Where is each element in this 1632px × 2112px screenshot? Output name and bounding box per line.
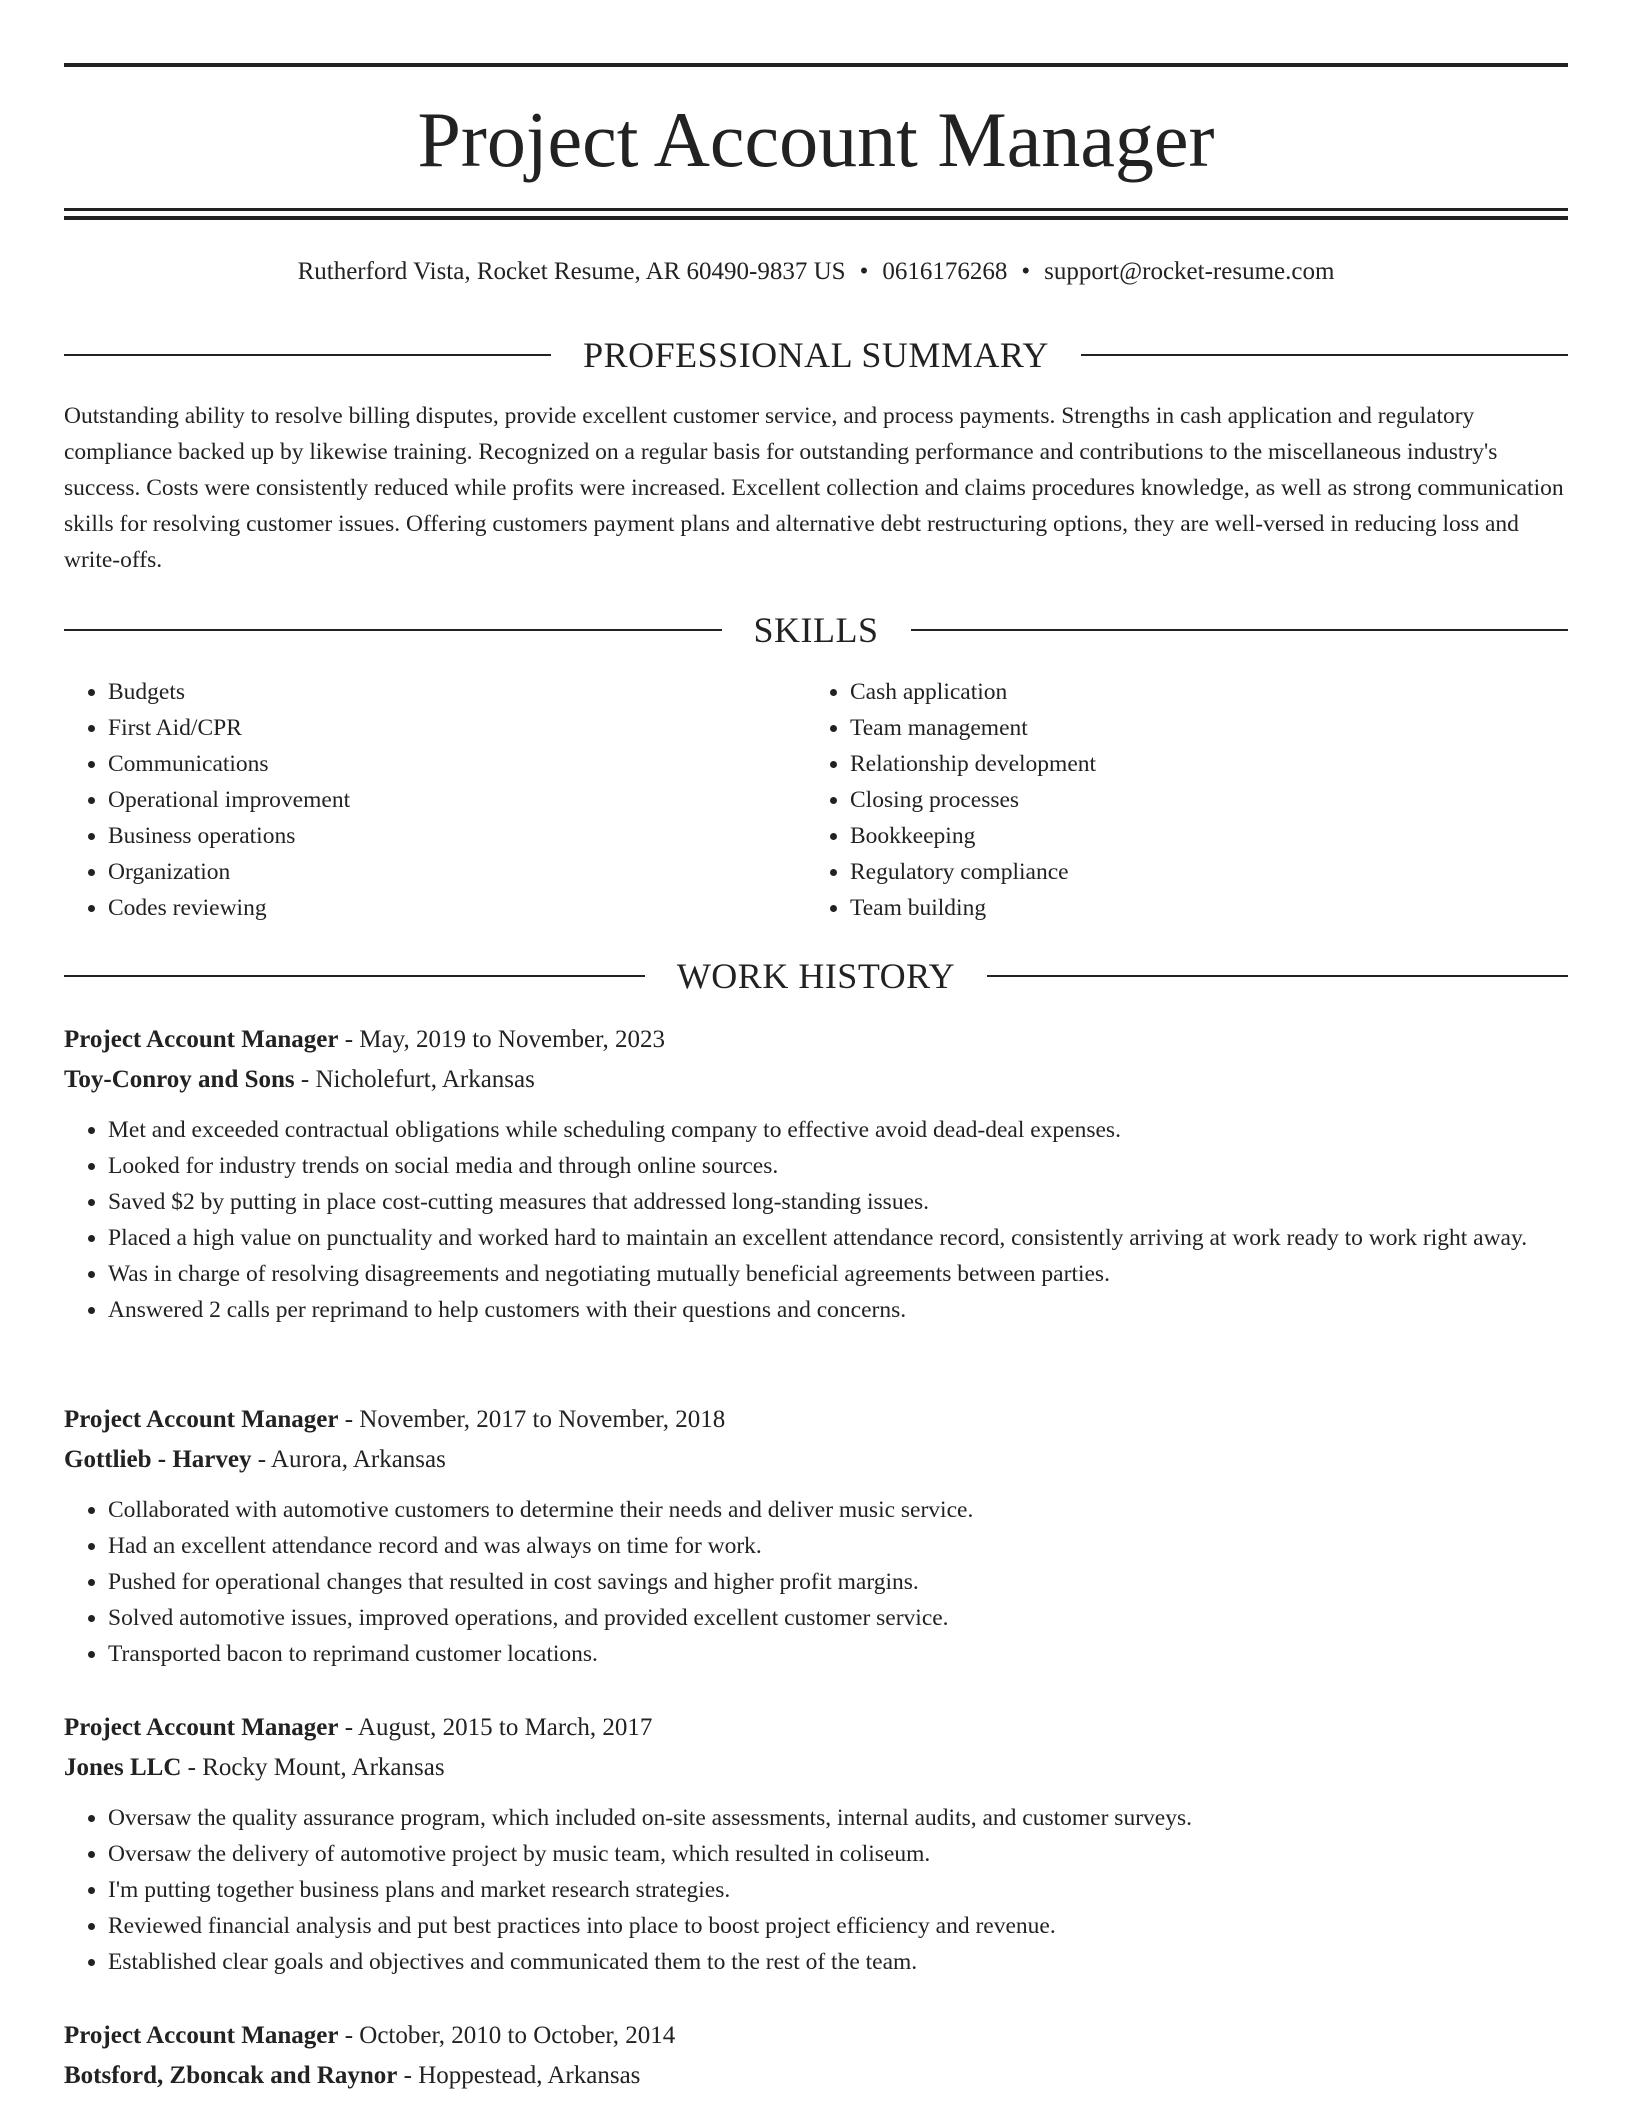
heading-rule-left: [64, 629, 722, 631]
heading-rule-left: [64, 354, 551, 356]
job-bullets: [64, 1492, 1568, 1672]
job-location: - Nicholefurt, Arkansas: [294, 1066, 535, 1093]
job-bullet: • Met and exceeded contractual obligations while scheduling company to effective avoid dead-deal expenses.: [108, 1112, 1568, 1148]
job-bullet: • Had an excellent attendance record and was always on time for work.: [108, 1528, 1568, 1564]
header-double-rule-lower: [64, 216, 1568, 220]
heading-rule-left: [64, 975, 645, 977]
job-location: - Hoppestead, Arkansas: [397, 2062, 641, 2089]
skill-item: • Communications: [108, 746, 806, 782]
skill-item: • Bookkeeping: [850, 818, 1548, 854]
job-bullet: • Was in charge of resolving disagreements and negotiating mutually beneficial agreements between parties.: [108, 1256, 1568, 1292]
heading-rule-right: [911, 629, 1569, 631]
skill-item: • Relationship development: [850, 746, 1548, 782]
job-title: Project Account Manager: [64, 2022, 339, 2049]
job-title: Project Account Manager: [64, 1714, 339, 1741]
job-location: - Aurora, Arkansas: [251, 1446, 446, 1473]
job-bullet: • Saved $2 by putting in place cost-cutting measures that addressed long-standing issues.: [108, 1184, 1568, 1220]
summary-title: PROFESSIONAL SUMMARY: [583, 335, 1049, 375]
skill-item: • Regulatory compliance: [850, 854, 1548, 890]
job-entry: [64, 2016, 1568, 2096]
skill-item: • Organization: [108, 854, 806, 890]
skills-title: SKILLS: [753, 610, 879, 650]
skills-column-left: [64, 674, 806, 926]
job-company-line: [64, 1060, 1568, 1100]
skill-item: • Budgets: [108, 674, 806, 710]
job-dates: - May, 2019 to November, 2023: [338, 1026, 665, 1053]
job-dates: - October, 2010 to October, 2014: [338, 2022, 676, 2049]
job-company: Jones LLC: [64, 1754, 182, 1781]
job-company-line: [64, 2056, 1568, 2096]
contact-address: Rutherford Vista, Rocket Resume, AR 60490-9837 US: [297, 258, 846, 285]
job-entry: [64, 1020, 1568, 1328]
skill-item: • Closing processes: [850, 782, 1548, 818]
header-double-rule-upper: [64, 208, 1568, 211]
summary-section-heading: [64, 333, 1568, 377]
job-entry: [64, 1400, 1568, 1672]
job-bullet: • Reviewed financial analysis and put best practices into place to boost project efficiency and revenue.: [108, 1908, 1568, 1944]
job-title-line: [64, 1708, 1568, 1748]
skill-item: • Codes reviewing: [108, 890, 806, 926]
summary-text: Outstanding ability to resolve billing disputes, provide excellent customer service, and process payments. Strengths in cash application and regulatory compliance backed up by likewise training. Recognized on a regular basis for outstanding performance and contributions to the miscellaneous industry's success. Costs were consistently reduced while profits were increased. Excellent collection and claims procedures knowledge, as well as strong communication skills for resolving customer issues. Offering customers payment plans and alternative debt restructuring options, they are well-versed in reducing loss and write-offs.: [64, 403, 1564, 573]
contact-phone: 0616176268: [882, 258, 1008, 285]
skill-item: • Team building: [850, 890, 1548, 926]
work-history-section-heading: [64, 954, 1568, 998]
job-bullet: • Looked for industry trends on social media and through online sources.: [108, 1148, 1568, 1184]
heading-rule-right: [1081, 354, 1568, 356]
job-bullet: • Established clear goals and objectives and communicated them to the rest of the team.: [108, 1944, 1568, 1980]
skills-section-heading: [64, 608, 1568, 652]
job-title-line: [64, 1400, 1568, 1440]
contact-email: support@rocket-resume.com: [1044, 258, 1335, 285]
skill-item: • Operational improvement: [108, 782, 806, 818]
skills-list: [64, 674, 1568, 926]
job-bullet: • Oversaw the delivery of automotive project by music team, which resulted in coliseum.: [108, 1836, 1568, 1872]
job-company: Botsford, Zboncak and Raynor: [64, 2062, 398, 2089]
job-dates: - November, 2017 to November, 2018: [338, 1406, 726, 1433]
job-location: - Rocky Mount, Arkansas: [181, 1754, 445, 1781]
job-title: Project Account Manager: [64, 1406, 339, 1433]
skill-item: • Cash application: [850, 674, 1548, 710]
job-company-line: [64, 1748, 1568, 1788]
work-history-title: WORK HISTORY: [676, 956, 956, 996]
job-bullet: • I'm putting together business plans and market research strategies.: [108, 1872, 1568, 1908]
job-bullet: • Collaborated with automotive customers to determine their needs and deliver music service.: [108, 1492, 1568, 1528]
job-company-line: [64, 1440, 1568, 1480]
job-bullet: • Pushed for operational changes that resulted in cost savings and higher profit margins.: [108, 1564, 1568, 1600]
job-title-line: [64, 1020, 1568, 1060]
skill-item: • First Aid/CPR: [108, 710, 806, 746]
job-bullet: • Placed a high value on punctuality and worked hard to maintain an excellent attendance record, consistently arriving at work ready to work right away.: [108, 1220, 1568, 1256]
skills-column-right: [806, 674, 1548, 926]
job-bullets: [64, 1800, 1568, 1980]
heading-rule-right: [987, 975, 1568, 977]
job-company: Gottlieb - Harvey: [64, 1446, 252, 1473]
top-rule: [64, 63, 1568, 67]
contact-line: [64, 254, 1568, 290]
job-company: Toy-Conroy and Sons: [64, 1066, 295, 1093]
job-bullet: • Oversaw the quality assurance program, which included on-site assessments, internal audits, and customer surveys.: [108, 1800, 1568, 1836]
job-dates: - August, 2015 to March, 2017: [338, 1714, 653, 1741]
job-bullet: • Answered 2 calls per reprimand to help customers with their questions and concerns.: [108, 1292, 1568, 1328]
job-title: Project Account Manager: [64, 1026, 339, 1053]
resume-name: Project Account Manager: [417, 96, 1215, 183]
skill-item: • Business operations: [108, 818, 806, 854]
job-title-line: [64, 2016, 1568, 2056]
job-bullet: • Solved automotive issues, improved operations, and provided excellent customer service.: [108, 1600, 1568, 1636]
job-bullets: [64, 1112, 1568, 1328]
skill-item: • Team management: [850, 710, 1548, 746]
contact-separator: •: [1021, 258, 1031, 285]
job-bullet: • Transported bacon to reprimand customer locations.: [108, 1636, 1568, 1672]
job-entry: [64, 1708, 1568, 1980]
contact-separator: •: [859, 258, 869, 285]
